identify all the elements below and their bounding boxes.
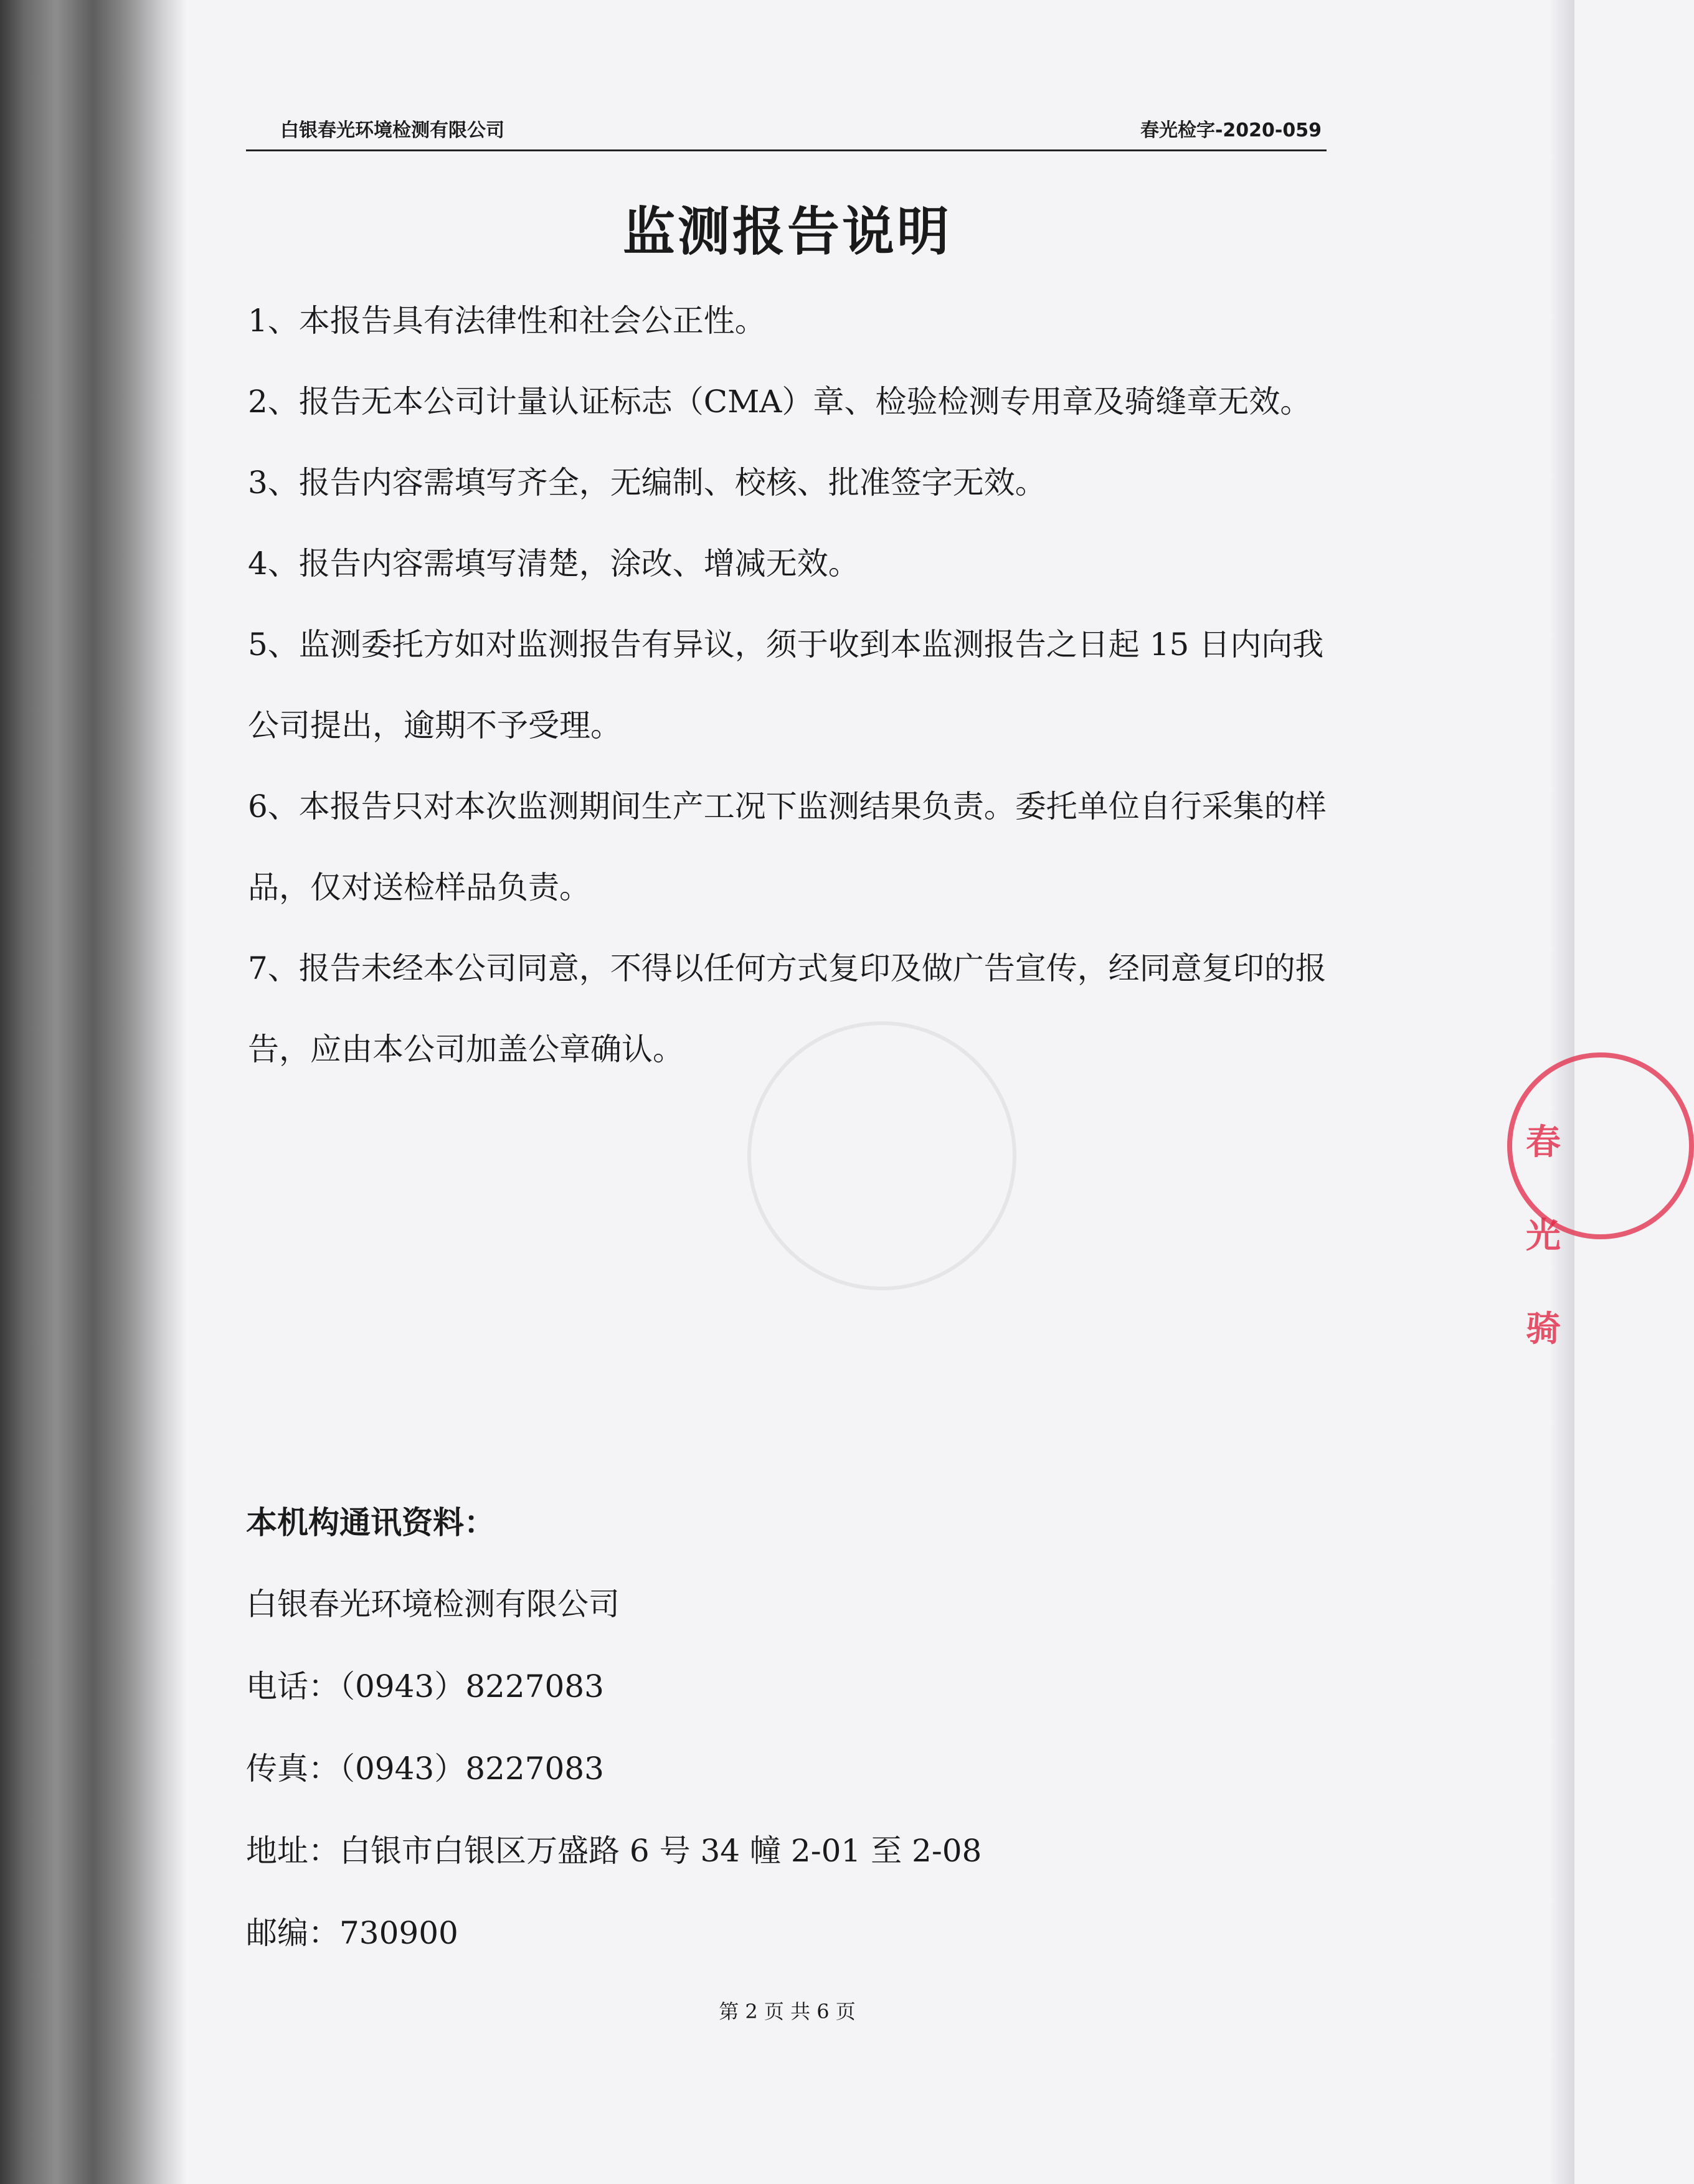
contact-heading: 本机构通讯资料：	[246, 1505, 495, 1541]
clause-1: 1、本报告具有法律性和社会公正性。	[248, 303, 766, 339]
contact-company: 白银春光环境检测有限公司	[246, 1586, 620, 1622]
contact-fax: 传真：（0943）8227083	[246, 1751, 604, 1787]
header-company: 白银春光环境检测有限公司	[280, 120, 504, 141]
clause-3: 3、报告内容需填写齐全，无编制、校核、批准签字无效。	[248, 465, 1046, 501]
clause-5: 5、监测委托方如对监测报告有异议，须于收到本监测报告之日起 15 日内向我公司提出，逾期不予受理。	[248, 626, 1324, 744]
clause-list	[248, 280, 1332, 1090]
seam-seal-stamp	[1507, 1052, 1574, 1350]
clause-2: 2、报告无本公司计量认证标志（CMA）章、检验检测专用章及骑缝章无效。	[248, 384, 1312, 420]
clause-6: 6、本报告只对本次监测期间生产工况下监测结果负责。委托单位自行采集的样品，仅对送检样品负责。	[248, 788, 1327, 905]
contact-postcode: 邮编：730900	[246, 1915, 458, 1951]
clause-4: 4、报告内容需填写清楚，涂改、增减无效。	[248, 546, 859, 582]
faint-seal-mark	[747, 1021, 1016, 1290]
page-footer: 第 2 页 共 6 页	[719, 2000, 856, 2023]
page-title: 监测报告说明	[622, 201, 952, 262]
contact-phone: 电话：（0943）8227083	[246, 1668, 604, 1704]
contact-info	[246, 1482, 1330, 1974]
page-header	[246, 106, 1327, 151]
contact-address: 地址：白银市白银区万盛路 6 号 34 幢 2-01 至 2-08	[246, 1833, 982, 1869]
clause-7: 7、报告未经本公司同意，不得以任何方式复印及做广告宣传，经同意复印的报告，应由本公司加盖公章确认。	[248, 950, 1327, 1067]
header-report-number: 春光检字-2020-059	[1140, 120, 1322, 141]
seam-seal-text: 春光 骑	[1526, 1122, 1561, 1350]
